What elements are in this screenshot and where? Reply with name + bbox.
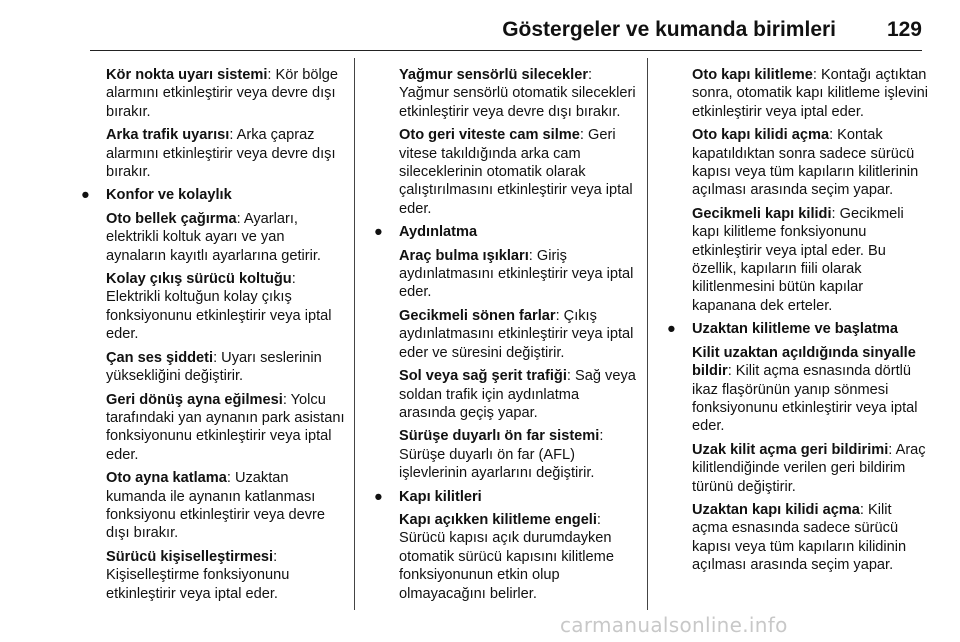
setting-description: : Elektrikli koltuğun kolay çıkış fonksiyonunu etkinleştirir veya iptal eder.	[106, 271, 332, 343]
setting-description: : Çıkış aydınlatmasını etkinleştirir veya iptal eder ve süresini değiştirir.	[399, 307, 634, 361]
column-divider	[647, 58, 648, 610]
setting-name: Kilit uzaktan açıldığında sinyalle bildir	[692, 344, 916, 380]
setting-description: : Kişiselleştirme fonksiyonunu etkinleştirir veya iptal eder.	[106, 548, 290, 602]
setting-entry	[692, 126, 930, 200]
section-heading-text: Kapı kilitleri	[399, 488, 482, 505]
setting-entry	[106, 270, 346, 344]
setting-description: : Araç kilitlendiğinde verilen geri bildirim türünü değiştirir.	[692, 441, 926, 495]
setting-description: : Sağ veya soldan trafik için aydınlatma arasında geçiş yapar.	[399, 368, 636, 421]
setting-entry	[106, 349, 346, 386]
setting-name: Kolay çıkış sürücü koltuğu	[106, 271, 292, 288]
setting-entry	[106, 126, 346, 181]
text-column-1	[81, 66, 346, 608]
setting-name: Oto ayna katlama	[106, 470, 227, 487]
setting-entry	[692, 205, 930, 315]
header-rule	[90, 50, 922, 51]
setting-description: : Kilit açma esnasında sadece sürücü kapısı veya tüm kapıların kilidinin açılması arasında seçim yapar.	[692, 501, 907, 574]
setting-description: : Gecikmeli kapı kilitleme fonksiyonunu etkinleştirir veya iptal eder. Bu özellik, kapıların fiili olarak kilitlenmesini bütün kapılar kapanana dek erteler.	[692, 205, 904, 314]
setting-entry	[399, 126, 637, 218]
setting-description: : Yağmur sensörlü otomatik silecekleri etkinleştirir veya devre dışı bırakır.	[399, 67, 636, 120]
section-heading	[374, 223, 637, 241]
setting-description: : Kontak kapatıldıktan sonra sadece sürücü kapısı veya tüm kapıların kilitlerinin açılması arasında seçim yapar.	[692, 127, 919, 199]
setting-description: : Kontağı açtıktan sonra, otomatik kapı kilitleme işlevini etkinleştirir veya iptal eder.	[692, 67, 929, 120]
bullet-icon: ●	[81, 187, 90, 204]
setting-name: Araç bulma ışıkları	[399, 247, 529, 264]
setting-entry	[399, 247, 637, 302]
setting-entry	[399, 427, 637, 482]
setting-description: : Uzaktan kumanda ile aynanın katlanması fonksiyonu etkinleştirir veya devre dışı bırakır.	[106, 470, 326, 542]
setting-name: Gecikmeli kapı kilidi	[692, 205, 832, 222]
setting-name: Geri dönüş ayna eğilmesi	[106, 391, 283, 408]
setting-description: : Geri vitese takıldığında arka cam sileceklerinin otomatik olarak çalıştırılmasını etkinleştirir veya iptal eder.	[399, 127, 633, 217]
section-heading-text: Aydınlatma	[399, 224, 478, 241]
setting-description: : Sürüşe duyarlı ön far (AFL) işlevlerinin ayarlarını değiştirir.	[399, 428, 604, 482]
text-column-2	[374, 66, 637, 608]
watermark: carmanualsonline.info	[560, 613, 788, 637]
setting-entry	[692, 66, 930, 121]
setting-name: Sürüşe duyarlı ön far sistemi	[399, 428, 600, 445]
setting-name: Oto geri viteste cam silme	[399, 127, 580, 144]
section-heading	[374, 488, 637, 506]
setting-entry	[106, 66, 346, 121]
section-heading	[81, 186, 346, 204]
setting-entry	[399, 511, 637, 603]
setting-description: : Kör bölge alarmını etkinleştirir veya devre dışı bırakır.	[106, 67, 338, 120]
setting-name: Yağmur sensörlü silecekler	[399, 67, 589, 83]
setting-name: Kör nokta uyarı sistemi	[106, 67, 268, 83]
setting-name: Oto kapı kilidi açma	[692, 127, 830, 144]
page-header	[0, 18, 960, 46]
setting-description: : Ayarları, elektrikli koltuk ayarı ve yan aynaların kayıtlı ayarlarına getirir.	[106, 210, 321, 264]
setting-name: Kapı açıkken kilitleme engeli	[399, 511, 597, 528]
text-column-3	[667, 66, 930, 580]
setting-entry	[106, 469, 346, 543]
section-heading	[667, 320, 930, 338]
section-heading-text: Konfor ve kolaylık	[106, 187, 232, 204]
setting-name: Oto kapı kilitleme	[692, 67, 813, 83]
setting-description: : Uyarı seslerinin yüksekliğini değiştirir.	[106, 349, 322, 385]
setting-entry	[692, 501, 930, 575]
setting-entry	[399, 307, 637, 362]
setting-description: : Sürücü kapısı açık durumdayken otomatik sürücü kapısını kilitleme fonksiyonunun etkin olup olmayacağını belirler.	[399, 511, 614, 602]
setting-name: Uzaktan kapı kilidi açma	[692, 501, 860, 518]
setting-entry	[692, 441, 930, 496]
setting-name: Uzak kilit açma geri bildirimi	[692, 441, 889, 458]
setting-entry	[106, 210, 346, 265]
page-title: Göstergeler ve kumanda birimleri	[502, 18, 836, 41]
page-number: 129	[886, 18, 922, 41]
setting-name: Gecikmeli sönen farlar	[399, 307, 556, 324]
bullet-icon: ●	[374, 224, 383, 241]
setting-name: Oto bellek çağırma	[106, 210, 237, 227]
setting-name: Sürücü kişiselleştirmesi	[106, 548, 274, 565]
setting-entry	[106, 548, 346, 603]
bullet-icon: ●	[374, 488, 383, 505]
setting-description: : Giriş aydınlatmasını etkinleştirir veya iptal eder.	[399, 247, 634, 301]
setting-description: : Yolcu tarafındaki yan aynanın park asistanı fonksiyonunu etkinleştirir veya iptal eder.	[106, 391, 345, 463]
setting-description: : Arka çapraz alarmını etkinleştirir veya devre dışı bırakır.	[106, 127, 336, 181]
section-heading-text: Uzaktan kilitleme ve başlatma	[692, 321, 899, 338]
setting-entry	[106, 391, 346, 465]
setting-name: Arka trafik uyarısı	[106, 127, 230, 144]
setting-name: Çan ses şiddeti	[106, 349, 214, 366]
column-divider	[354, 58, 355, 610]
setting-entry	[399, 367, 637, 422]
setting-entry	[399, 66, 637, 121]
setting-name: Sol veya sağ şerit trafiği	[399, 368, 567, 385]
setting-description: : Kilit açma esnasında dörtlü ikaz flaşörünün yanıp sönmesi fonksiyonunu etkinleştirir veya iptal eder.	[692, 363, 918, 435]
setting-entry	[692, 344, 930, 436]
bullet-icon: ●	[667, 321, 676, 338]
